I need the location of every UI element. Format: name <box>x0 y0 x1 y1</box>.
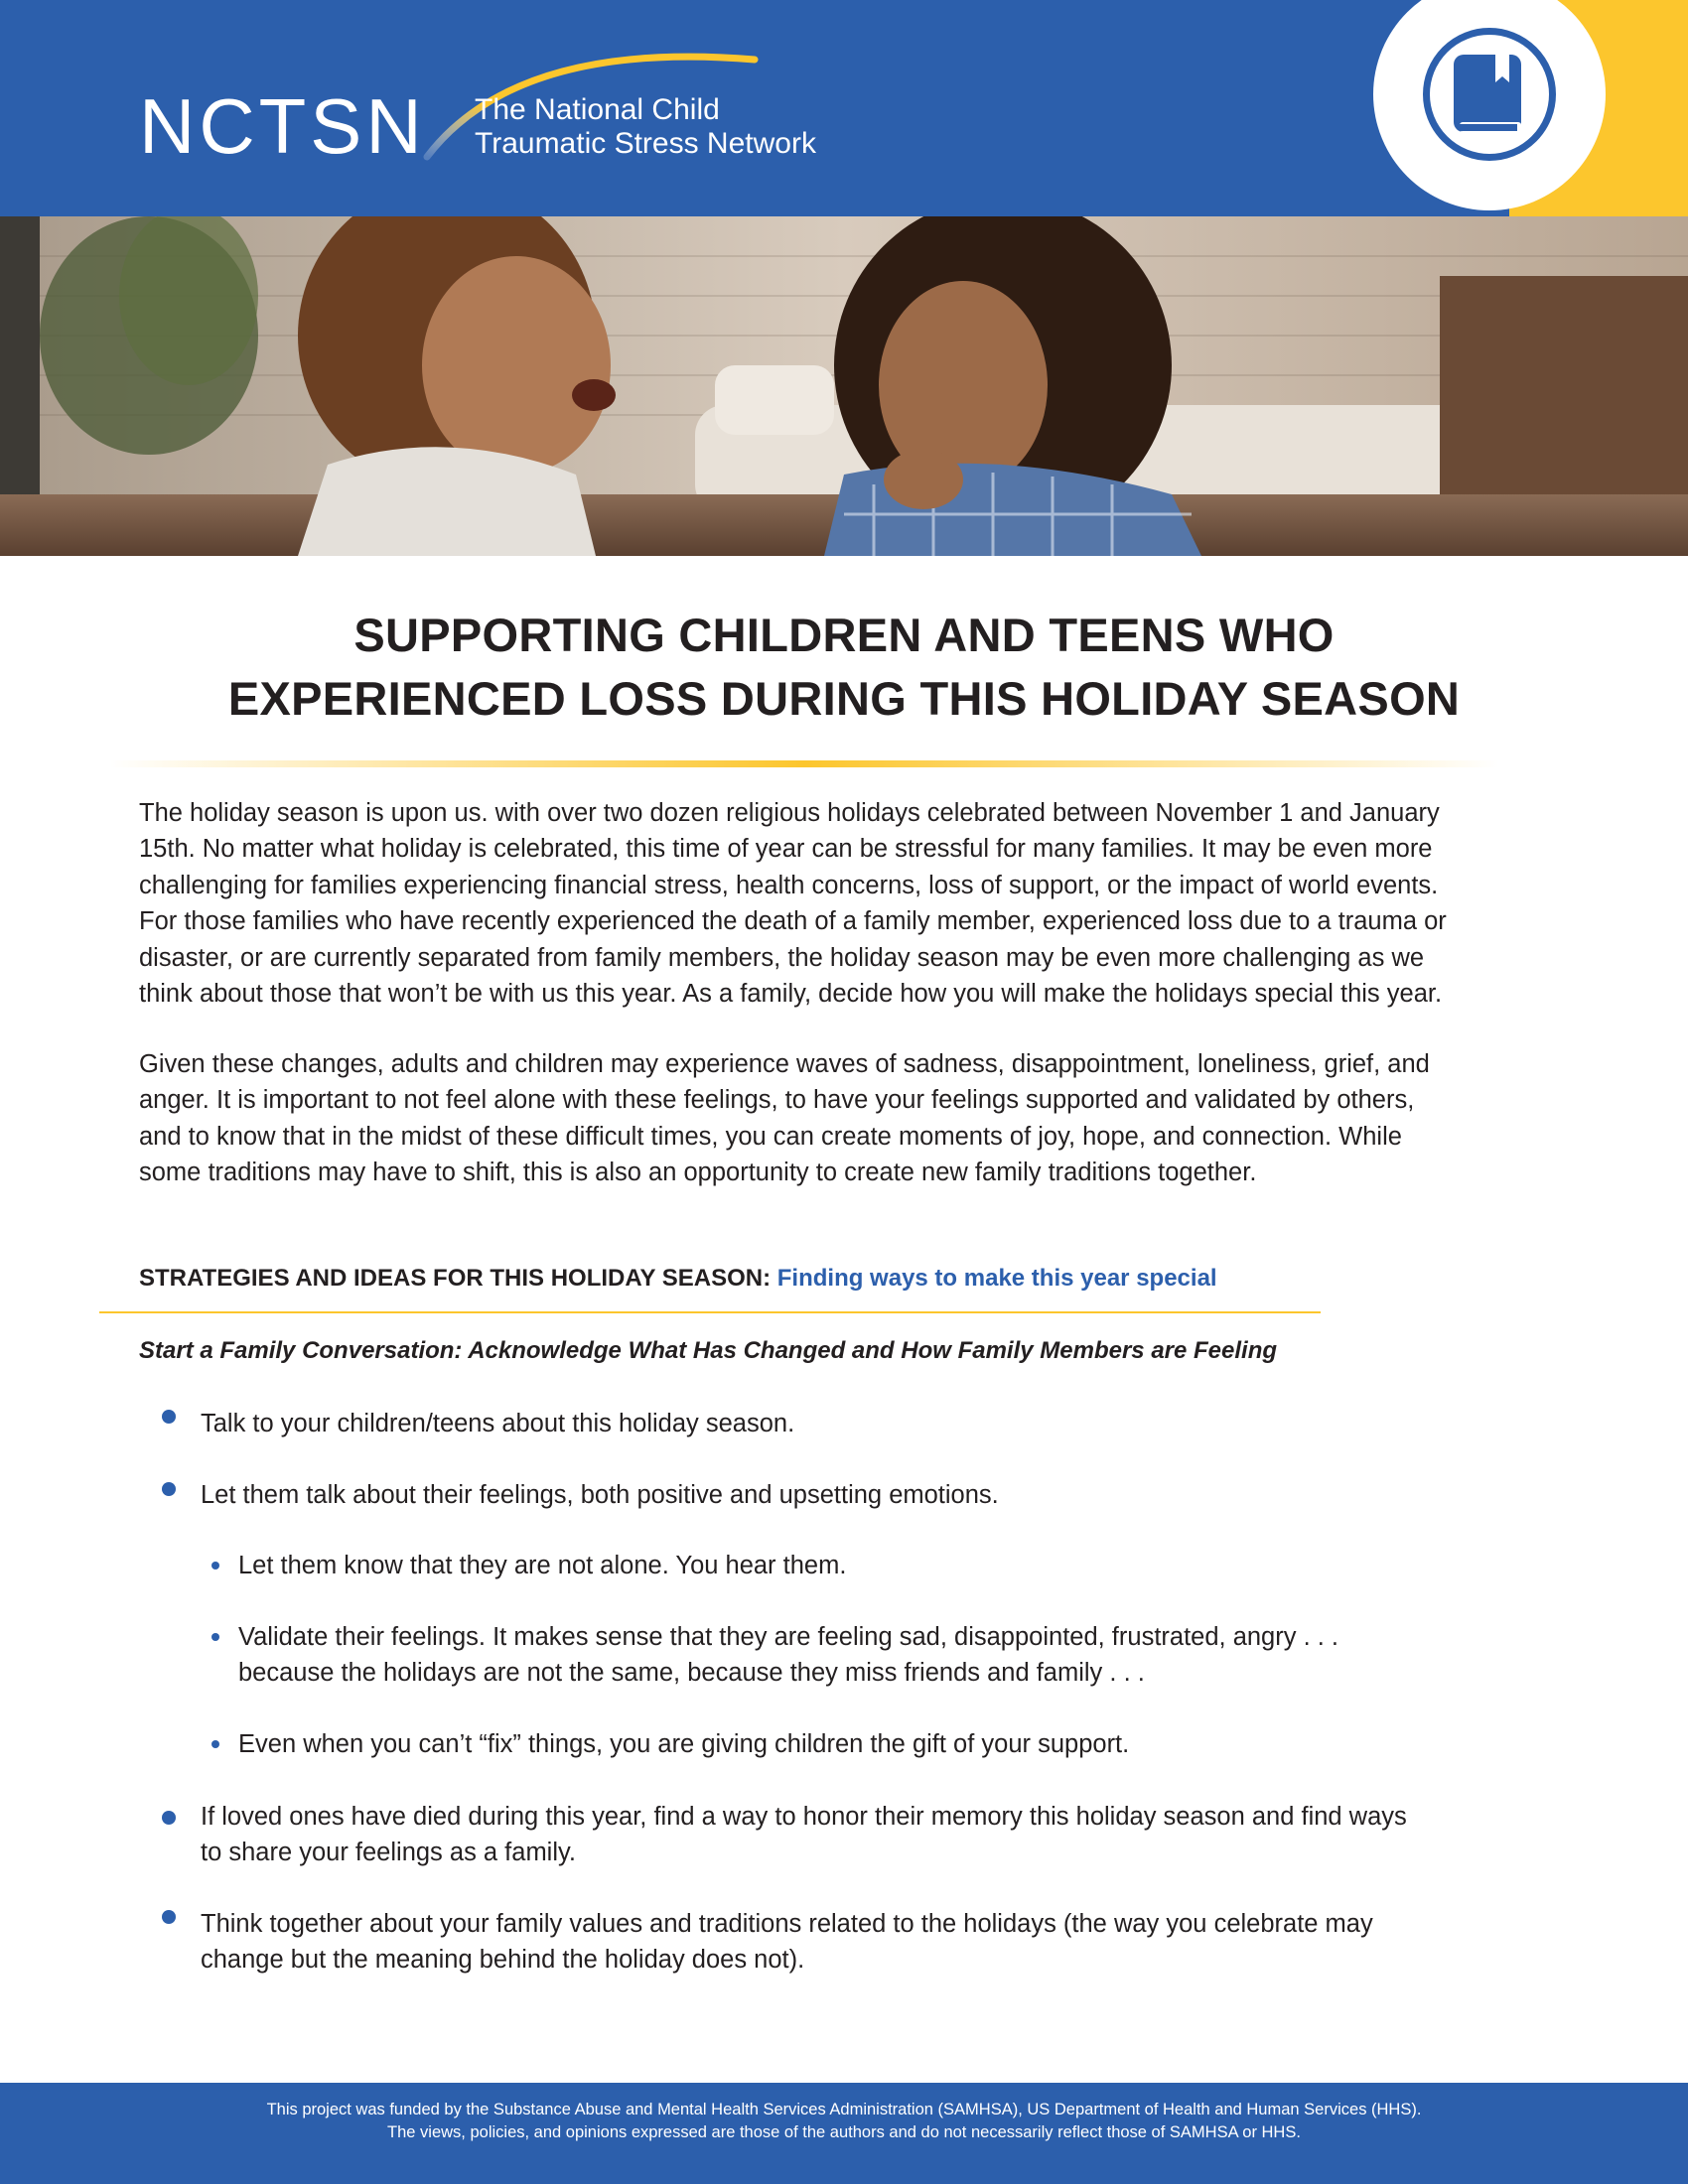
paragraph-line: Given these changes, adults and children may experience waves of sadness, disappointment, loneliness, grief, and <box>139 1050 1430 1078</box>
sub-bullet-dot <box>211 1633 219 1641</box>
bullet-line: to share your feelings as a family. <box>201 1839 576 1866</box>
bullet-item <box>201 1406 794 1441</box>
paragraph-line: anger. It is important to not feel alone with these feelings, to have your feelings supported and validated by others, <box>139 1086 1415 1115</box>
bullet-line: Think together about your family values and traditions related to the holidays (the way you celebrate may <box>201 1910 1373 1938</box>
strategies-divider <box>99 1311 1321 1313</box>
title-line-2: EXPERIENCED LOSS DURING THIS HOLIDAY SEASON <box>227 672 1461 725</box>
funding-footer <box>0 2083 1688 2184</box>
bullet-line: Let them know that they are not alone. You hear them. <box>238 1552 847 1579</box>
hero-photo-mother-daughter <box>0 216 1688 556</box>
bullet-line: Talk to your children/teens about this holiday season. <box>201 1410 795 1437</box>
bullet-line: If loved ones have died during this year, find a way to honor their memory this holiday season and find ways <box>201 1803 1407 1831</box>
paragraph-line: disaster, or are currently separated from family members, the holiday season may be even more challenging as we <box>139 943 1425 972</box>
conversation-subheading: Start a Family Conversation: Acknowledge What Has Changed and How Family Members are Feeling <box>139 1337 1278 1364</box>
photo-illustration <box>0 216 1688 556</box>
paragraph-line: challenging for families experiencing financial stress, health concerns, loss of support, or the impact of world events. <box>139 871 1439 899</box>
bullet-dot <box>162 1482 176 1496</box>
bullet-line: Let them talk about their feelings, both positive and upsetting emotions. <box>201 1481 999 1509</box>
header-banner <box>0 0 1688 216</box>
title-divider <box>109 760 1499 767</box>
logo-subtitle-line1: The National Child <box>475 93 720 126</box>
logo-subtitle-line2: Traumatic Stress Network <box>475 127 816 160</box>
strategies-heading-accent: Finding ways to make this year special <box>776 1265 1217 1292</box>
strategies-heading <box>139 1262 1217 1296</box>
logo-subtitle <box>475 93 816 161</box>
footer-line-1: This project was funded by the Substance Abuse and Mental Health Services Administration (SAMHSA), US Department of Health and Human Services (HHS). <box>266 2101 1422 2118</box>
bullet-item <box>201 1799 1407 1870</box>
footer-line-2: The views, policies, and opinions expressed are those of the authors and do not necessarily reflect those of SAMHSA or HHS. <box>387 2123 1301 2141</box>
sub-bullet-item <box>238 1726 1129 1762</box>
logo-wordmark: NCTSN <box>139 82 426 170</box>
bullet-line: Even when you can’t “fix” things, you are giving children the gift of your support. <box>238 1730 1130 1758</box>
bullet-line: because the holidays are not the same, because they miss friends and family . . . <box>238 1659 1145 1687</box>
intro-paragraph-2 <box>139 1046 1559 1191</box>
bullet-dot <box>162 1410 176 1424</box>
paragraph-line: think about those that won’t be with us this year. As a family, decide how you will make the holidays special this year. <box>139 980 1443 1009</box>
nctsn-logo[interactable] <box>139 40 834 179</box>
sub-bullet-item <box>238 1548 846 1583</box>
sub-bullet-item <box>238 1619 1338 1691</box>
bullet-item <box>201 1477 999 1513</box>
book-icon <box>1452 53 1527 138</box>
bullet-dot <box>162 1811 176 1825</box>
paragraph-line: The holiday season is upon us. with over two dozen religious holidays celebrated between November 1 and January <box>139 799 1440 827</box>
paragraph-line: 15th. No matter what holiday is celebrated, this time of year can be stressful for many families. It may be even more <box>139 835 1433 864</box>
bullet-line: Validate their feelings. It makes sense that they are feeling sad, disappointed, frustrated, angry . . . <box>238 1623 1338 1651</box>
strategies-heading-lead: STRATEGIES AND IDEAS FOR THIS HOLIDAY SEASON: <box>139 1265 772 1292</box>
paragraph-line: For those families who have recently experienced the death of a family member, experienced loss due to a trauma or <box>139 907 1447 936</box>
page-title <box>99 604 1589 731</box>
sub-bullet-dot <box>211 1562 219 1570</box>
sub-bullet-dot <box>211 1740 219 1748</box>
bullet-item <box>201 1906 1373 1978</box>
paragraph-line: some traditions may have to shift, this is also an opportunity to create new family traditions together. <box>139 1159 1257 1187</box>
paragraph-line: and to know that in the midst of these difficult times, you can create moments of joy, hope, and connection. While <box>139 1122 1402 1151</box>
title-line-1: SUPPORTING CHILDREN AND TEENS WHO <box>353 609 1335 661</box>
bullet-line: change but the meaning behind the holiday does not). <box>201 1946 805 1974</box>
bullet-dot <box>162 1910 176 1924</box>
intro-paragraph-1 <box>139 795 1559 1012</box>
